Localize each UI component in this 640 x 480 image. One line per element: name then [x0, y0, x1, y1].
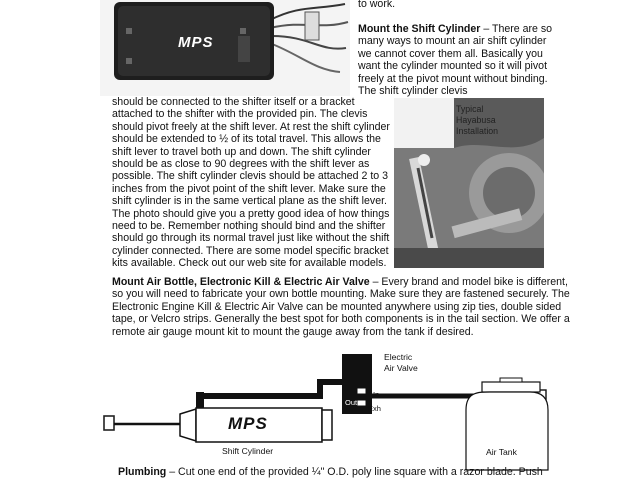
valve-label-air-valve: Air Valve — [384, 363, 418, 373]
cylinder-logo: MPS — [228, 414, 268, 433]
plumbing-paragraph — [118, 466, 588, 478]
port-out-label: Out — [345, 398, 358, 407]
photo-caption-hayabusa: Hayabusa — [456, 115, 496, 125]
valve-label-electric: Electric — [384, 352, 413, 362]
mount-cylinder-body: should be connected to the shifter itself or a bracket attached to the shifter with the provided pin. The clevis should pivot freely at the shift lever. At rest the shift cylinder should be extended to ½ of its total travel. This allows the shift lever to travel both up and down. The shift cylinder should be as close to 90 degrees with the shift lever as possible. The shift cylinder clevis should be attached 2 to 3 inches from the pivot point of the shift lever. Make sure the shift cylinder is in the same vertical plane as the shift lever. The photo should give you a pretty good idea of how things need to be. Remember nothing should bind and the shifter should go through its normal travel just like without the shift cylinder connected. There are some model specific bracket kits available. Check out our web site for available models. — [112, 96, 390, 270]
clevis — [104, 416, 114, 430]
mount-air-heading: Mount Air Bottle, Electronic Kill & Electric Air Valve — [112, 276, 370, 288]
photo-caption-typical: Typical — [456, 104, 484, 114]
port-exh-label: Exh — [368, 404, 381, 413]
plumbing-heading: Plumbing — [118, 466, 167, 478]
shift-cylinder-label: Shift Cylinder — [222, 446, 274, 456]
airline-to-valve — [200, 382, 342, 408]
photo-caption-installation: Installation — [456, 126, 499, 136]
mount-cylinder-lead: – There are so many ways to mount an air shift cylinder we cannot cover them all. Basically you want the cylinder mounted so it will pivot freely at the pivot mount without binding. The shift cylinder clevis — [358, 23, 553, 98]
intro-tail: to work. — [358, 0, 396, 10]
cylinder-end-cap — [180, 409, 196, 441]
port-in-label: In — [373, 390, 380, 399]
plumbing-body: – Cut one end of the provided ¼" O.D. poly line square with a razor blade. Push — [166, 466, 543, 478]
mount-cylinder-heading: Mount the Shift Cylinder — [358, 23, 481, 35]
cylinder-back-cap — [322, 410, 332, 440]
tank-regulator — [482, 382, 540, 392]
air-tank — [466, 392, 548, 470]
air-tank-label: Air Tank — [486, 447, 517, 457]
mount-air-body: – Every brand and model bike is different, so you will need to fabricate your own bottle mounting. Make sure they are fastened securely. The Electronic Engine Kill & Electric Air Valve can be mounted anywhere using zip ties, double sided tape, or Velcro strips. Generally the best spot for both components is in the tail section. We offer a remote air gauge mount kit to mount the gauge away from the tank if desired. — [112, 276, 570, 338]
kill-module-logo: MPS — [178, 34, 214, 51]
